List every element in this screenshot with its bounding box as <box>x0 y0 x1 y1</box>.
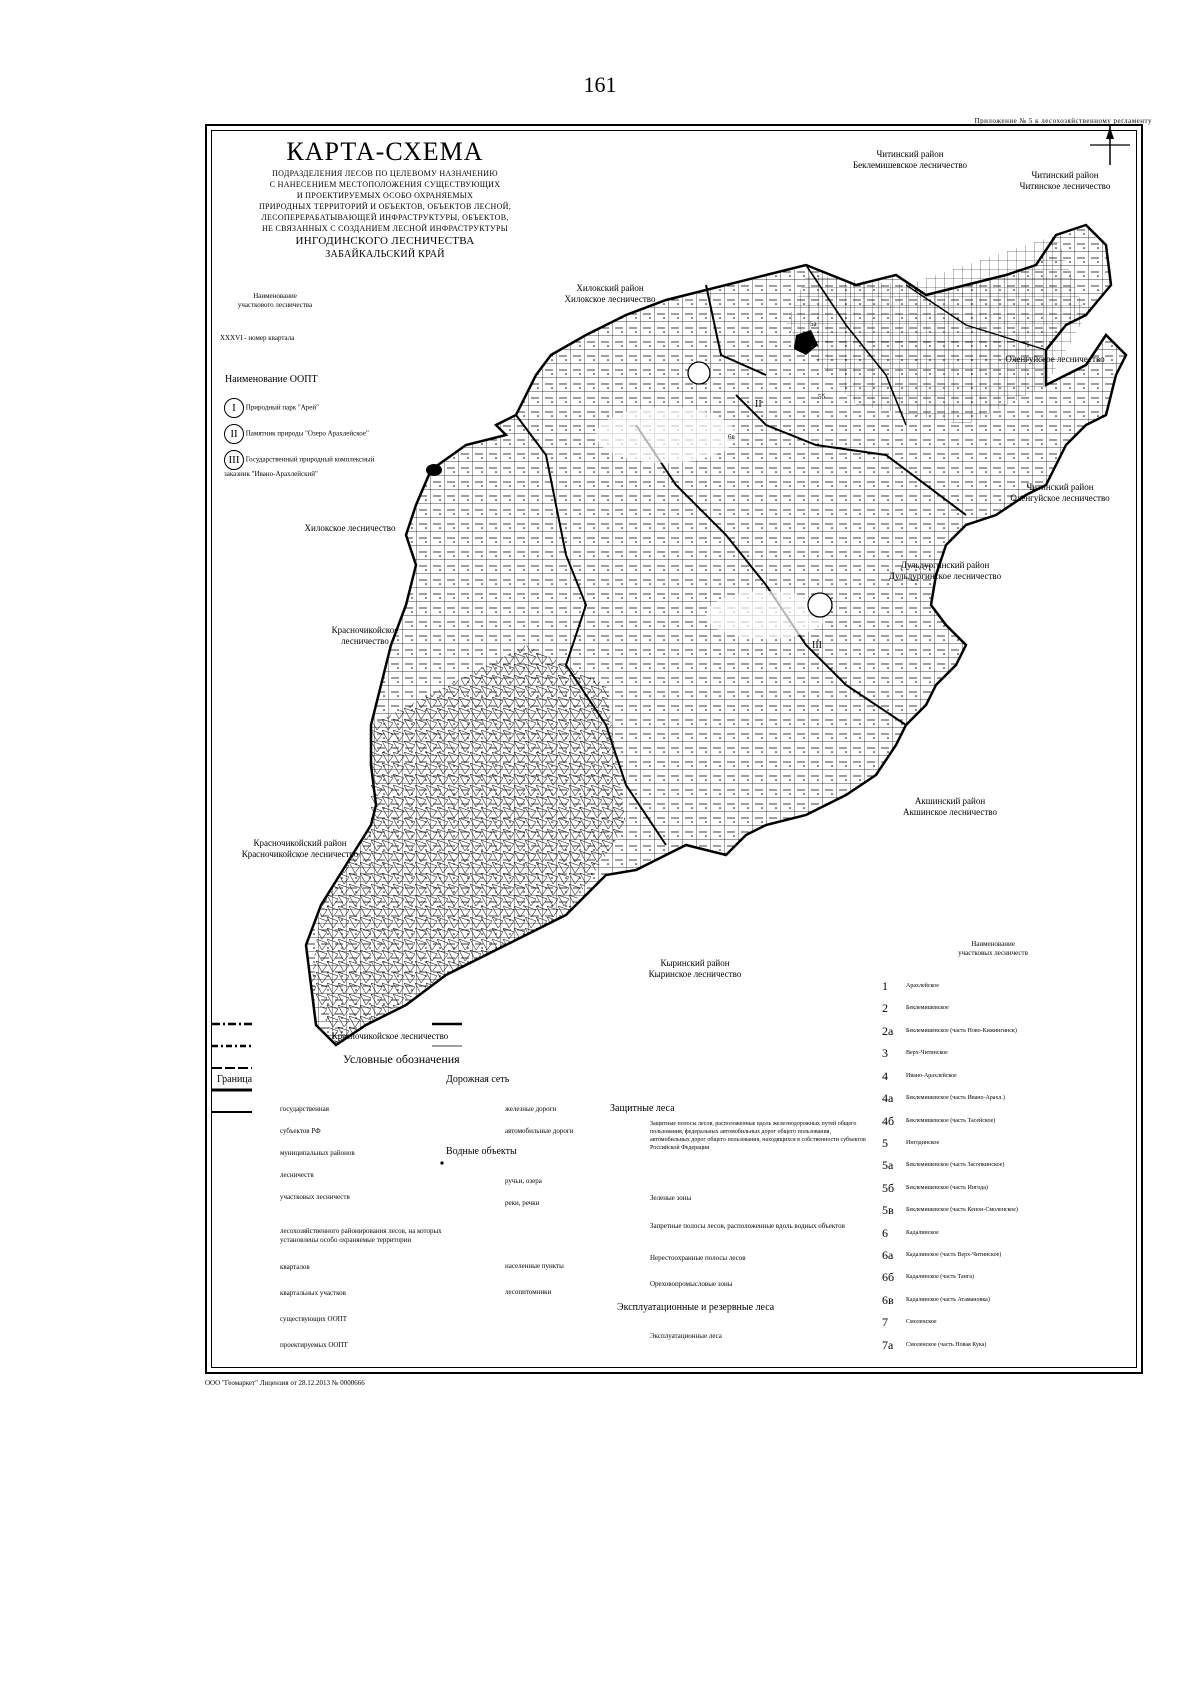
uchastok-number: 1 <box>882 979 888 993</box>
uchastok-row <box>882 1132 1127 1154</box>
neighbor-label <box>315 625 415 647</box>
oopt-heading: Наименование ООПТ <box>225 374 318 385</box>
quarter-label-legend: XXXVI - номер квартала <box>220 334 295 342</box>
uchastok-row <box>882 1289 1127 1311</box>
district-label-line: Наименование <box>253 292 297 300</box>
oopt-numeral: III <box>224 450 244 470</box>
zone-label: II <box>755 399 762 410</box>
uchastok-row <box>882 1244 1127 1266</box>
uchastok-name: Беклемишевское (часть Тасейское) <box>906 1117 996 1124</box>
boundary-list <box>280 1098 355 1208</box>
label-line: Хилокский район <box>576 283 644 293</box>
uchastki-heading-line: участковых лесничеств <box>958 949 1028 957</box>
neighbor-label: Оленгуйское лесничество <box>1005 354 1105 364</box>
road-list <box>505 1098 573 1142</box>
protective-heading: Защитные леса <box>610 1103 675 1114</box>
uchastok-name: Беклемишевское (часть Ингода) <box>906 1185 988 1192</box>
zone-label: 5а <box>810 320 817 328</box>
subtitle-line: ПРИРОДНЫХ ТЕРРИТОРИЙ И ОБЪЕКТОВ, ОБЪЕКТОВ ЛЕСНОЙ, <box>258 202 512 211</box>
neighbor-label: Красночикойское лесничество <box>331 1031 449 1041</box>
uchastok-number: 7а <box>882 1337 894 1352</box>
footer-note: ООО "Геомаркет" Лицензия от 28.12.2013 № 0000666 <box>205 1379 365 1387</box>
zone-label: 6в <box>728 433 735 441</box>
page-number: 161 <box>583 72 617 97</box>
district-label-legend <box>220 292 330 310</box>
label-line: Красночикойский район <box>253 838 347 848</box>
district-label-line: участкового лесничества <box>237 301 313 309</box>
uchastki-list <box>882 975 1127 1356</box>
map-title: КАРТА-СХЕМА <box>286 137 484 166</box>
neighbor-label <box>220 838 380 860</box>
uchastok-row <box>882 975 1127 997</box>
reserve-item: Эксплуатационные леса <box>650 1332 722 1340</box>
uchastok-name: Беклемишевское (часть Ново-Кижингинск) <box>906 1028 1017 1035</box>
legend-item: установлены особо охраняемые территории <box>280 1236 412 1244</box>
oopt-numeral: I <box>224 398 244 418</box>
uchastok-row <box>882 1177 1127 1199</box>
uchastok-number: 5а <box>882 1158 894 1173</box>
neighbor-label <box>995 170 1135 192</box>
boundary-plain-list <box>280 1254 348 1358</box>
uchastok-number: 6 <box>882 1225 888 1240</box>
uchastok-name: Беклемишевское (часть Засопкинское) <box>906 1162 1005 1169</box>
north-arrow-icon <box>1090 125 1130 165</box>
uchastok-row <box>882 1311 1127 1333</box>
uchastok-row <box>882 1266 1127 1288</box>
zone-marker-II <box>688 362 710 384</box>
zone-label: III <box>812 640 822 651</box>
legend-heading: Условные обозначения <box>343 1052 460 1066</box>
uchastok-number: 4а <box>882 1091 894 1106</box>
label-line: Хилокское лесничество <box>564 294 656 304</box>
neighbor-label <box>870 560 1020 582</box>
oopt-numeral: II <box>224 424 244 444</box>
region-name: ЗАБАЙКАЛЬСКИЙ КРАЙ <box>325 249 445 260</box>
uchastok-row <box>882 1222 1127 1244</box>
zone-marker-III <box>808 593 832 617</box>
label-line: Акшинский район <box>914 796 986 806</box>
protective-item: Защитные полосы лесов, расположенные вдоль железнодорожных путей общего пользования, федеральных автомобильных дорог общего пользования, автомобильных дорог общего пользования, находящихся в собственности субъектов Российской Федерации <box>650 1121 866 1151</box>
uchastki-heading-line: Наименование <box>971 940 1015 948</box>
uchastok-number: 4б <box>882 1113 895 1128</box>
uchastok-number: 5 <box>882 1135 888 1150</box>
protective-item: Ореховопромысловые зоны <box>650 1280 733 1288</box>
legend-item: автомобильные дороги <box>505 1127 574 1135</box>
neighbor-label: Хилокское лесничество <box>304 523 396 533</box>
water-list <box>505 1170 542 1214</box>
subtitle-line: С НАНЕСЕНИЕМ МЕСТОПОЛОЖЕНИЯ СУЩЕСТВУЮЩИХ <box>269 180 501 189</box>
uchastok-number: 5б <box>882 1180 895 1195</box>
zone-label: 5б <box>818 393 826 401</box>
forestry-name: ИНГОДИНСКОГО ЛЕСНИЧЕСТВА <box>295 235 475 247</box>
label-line: Беклемишевское лесничество <box>852 160 968 170</box>
legend-item: лесопитомники <box>505 1288 552 1296</box>
label-line: Красночикойское лесничество <box>241 849 359 859</box>
label-line: Кыринский район <box>660 958 730 968</box>
oopt-item <box>224 450 394 479</box>
oopt-item-text: Природный парк "Арей" <box>245 403 319 412</box>
uchastok-number: 2 <box>882 1001 888 1016</box>
uchastok-number: 5в <box>882 1203 894 1218</box>
reserve-heading: Эксплуатационные и резервные леса <box>617 1302 775 1313</box>
map-subtitle <box>225 168 545 262</box>
label-line: Читинский район <box>1026 482 1094 492</box>
point-list <box>505 1253 564 1305</box>
uchastok-name: Кадалинское (часть Атамановка) <box>906 1297 990 1304</box>
uchastok-name: Ингодинское <box>906 1140 940 1147</box>
uchastok-row <box>882 1042 1127 1064</box>
uchastok-name: Беклемишевское (часть Кенон-Смоленское) <box>906 1207 1018 1214</box>
neighbor-label <box>540 283 680 305</box>
protective-item: Нерестоохранные полосы лесов <box>650 1254 746 1262</box>
uchastok-number: 6б <box>882 1270 895 1285</box>
label-line: Акшинское лесничество <box>903 807 997 817</box>
boundary-extra <box>280 1227 450 1245</box>
label-line: лесничество <box>341 636 389 646</box>
water-heading: Водные объекты <box>446 1146 517 1157</box>
legend-item: участковых лесничеств <box>280 1193 350 1201</box>
uchastki-heading <box>918 940 1068 958</box>
uchastok-row <box>882 1020 1127 1042</box>
uchastok-name: Беклемишевское <box>906 1005 949 1012</box>
uchastok-number: 7 <box>882 1315 888 1330</box>
label-line: Кыринское лесничество <box>648 969 742 979</box>
appendix-note: Приложение № 5 к лесохозяйственному регламенту <box>974 117 1152 125</box>
uchastok-row <box>882 1065 1127 1087</box>
oopt-list <box>224 398 394 479</box>
legend-item: проектируемых ООПТ <box>280 1341 348 1349</box>
neighbor-label <box>990 482 1130 504</box>
legend-item: населенные пункты <box>505 1262 564 1270</box>
uchastok-name: Смоленское (часть Новая Кука) <box>906 1341 987 1348</box>
legend-item: ручьи, озера <box>505 1177 542 1185</box>
neighbor-label <box>620 958 770 980</box>
uchastok-name: Кадалинское (часть Танга) <box>906 1274 974 1281</box>
subtitle-line: И ПРОЕКТИРУЕМЫХ ОСОБО ОХРАНЯЕМЫХ <box>296 191 474 200</box>
subtitle-line: ЛЕСОПЕРЕРАБАТЫВАЮЩЕЙ ИНФРАСТРУКТУРЫ, ОБЪЕКТОВ, <box>261 213 509 222</box>
label-line: Оленгуйское лесничество <box>1010 493 1110 503</box>
neighbor-label <box>880 796 1020 818</box>
uchastok-number: 6а <box>882 1248 894 1263</box>
label-line: Читинский район <box>1031 170 1099 180</box>
uchastok-row <box>882 997 1127 1019</box>
uchastok-row <box>882 1154 1127 1176</box>
legend-item: лесничеств <box>280 1171 314 1179</box>
uchastok-name: Верх-Читинское <box>906 1050 948 1057</box>
uchastok-row <box>882 1199 1127 1221</box>
uchastok-name: Арахлейское <box>906 983 939 990</box>
oopt-item-text: Государственный природный комплексный заказник "Ивано-Арахлейский" <box>224 455 375 478</box>
uchastok-name: Ивано-Арахлейское <box>906 1072 957 1079</box>
boundary-heading: Граница <box>217 1074 253 1085</box>
oopt-item-text: Памятник природы "Озеро Арахлейское" <box>245 429 369 438</box>
uchastok-number: 4 <box>882 1068 888 1083</box>
legend-item: кварталов <box>280 1263 310 1271</box>
label-line: Красночикойское <box>331 625 399 635</box>
uchastok-row <box>882 1110 1127 1132</box>
label-line: Читинское лесничество <box>1019 181 1111 191</box>
uchastok-row <box>882 1334 1127 1356</box>
uchastok-name: Кадалинское <box>906 1229 939 1236</box>
legend-item: субъектов РФ <box>280 1127 321 1135</box>
protective-item: Зеленые зоны <box>650 1194 692 1202</box>
uchastok-number: 2а <box>882 1023 894 1038</box>
road-heading: Дорожная сеть <box>446 1074 510 1085</box>
legend-item: железные дороги <box>505 1105 557 1113</box>
oopt-item <box>224 398 394 418</box>
uchastok-number: 3 <box>882 1046 888 1061</box>
subtitle-line: ПОДРАЗДЕЛЕНИЯ ЛЕСОВ ПО ЦЕЛЕВОМУ НАЗНАЧЕНИЮ <box>272 169 498 178</box>
legend-item: существующих ООПТ <box>280 1315 347 1323</box>
uchastok-name: Смоленское <box>906 1319 937 1326</box>
label-line: Дульдургинское лесничество <box>888 571 1002 581</box>
oopt-item <box>224 424 394 444</box>
uchastok-row <box>882 1087 1127 1109</box>
label-line: Читинский район <box>876 149 944 159</box>
uchastok-name: Беклемишевское (часть Ивано-Арахл.) <box>906 1095 1005 1102</box>
uchastok-name: Кадалинское (часть Верх-Читинское) <box>906 1252 1002 1259</box>
uchastok-number: 6в <box>882 1292 894 1307</box>
legend-item: лесохозяйственного районирования лесов, на которых <box>280 1227 442 1235</box>
protective-item: Запретные полосы лесов, расположенные вдоль водных объектов <box>650 1222 845 1230</box>
subtitle-line: НЕ СВЯЗАННЫХ С СОЗДАНИЕМ ЛЕСНОЙ ИНФРАСТРУКТУРЫ <box>261 224 509 233</box>
legend-item: реки, речки <box>505 1199 540 1207</box>
legend-item: квартальных участков <box>280 1289 346 1297</box>
neighbor-label <box>830 149 990 171</box>
legend-item: государственная <box>280 1105 329 1113</box>
label-line: Дульдургинский район <box>900 560 990 570</box>
legend-item: муниципальных районов <box>280 1149 355 1157</box>
